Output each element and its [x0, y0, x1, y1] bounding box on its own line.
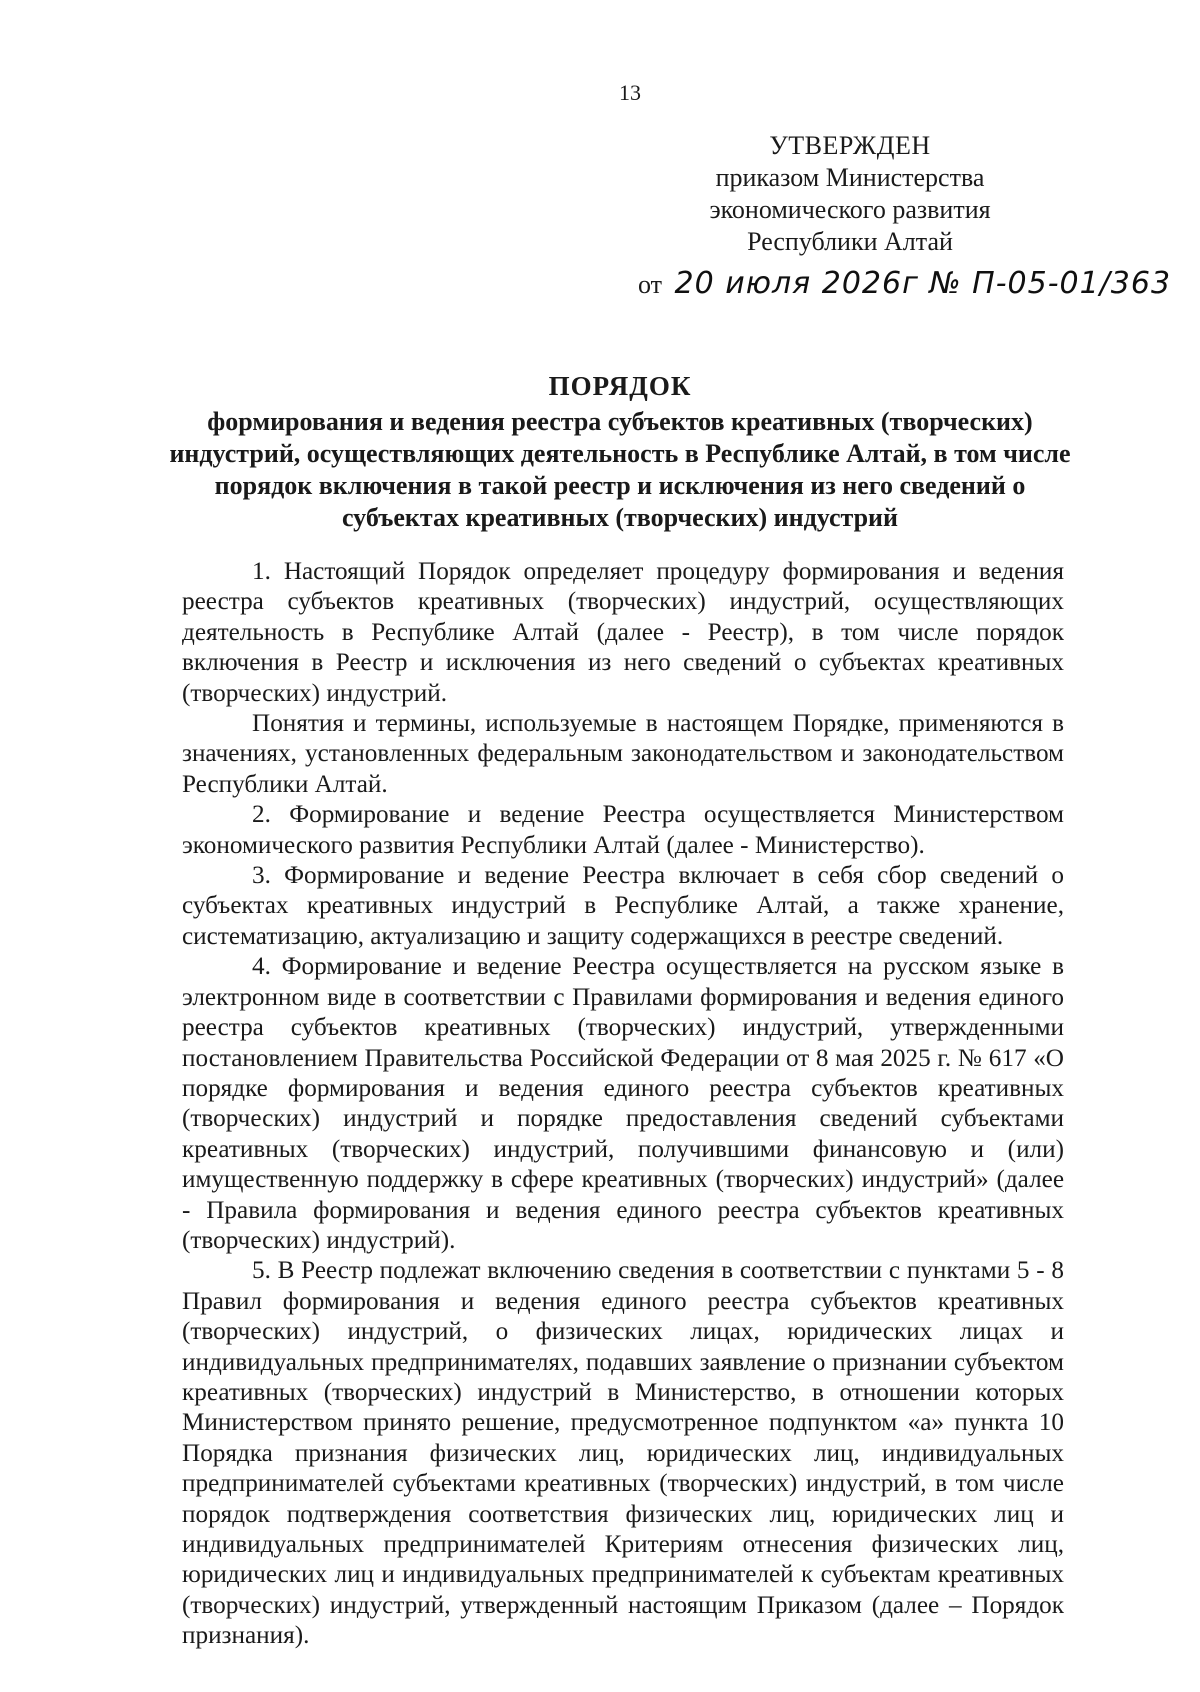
paragraph-3: 3. Формирование и ведение Реестра включает в себя сбор сведений о субъектах креативных индустрий в Республике Алтай, а также хранение, систематизацию, актуализацию и защиту содержащихся в реестре сведений.	[182, 862, 1064, 950]
order-date-line	[638, 266, 1171, 301]
paragraph-5: 5. В Реестр подлежат включению сведения в соответствии с пунктами 5 - 8 Правил формирования и ведения единого реестра субъектов креативных (творческих) индустрий, о физических лицах, юридических лицах и индивидуальных предпринимателях, подавших заявление о признании субъектом креативных (творческих) индустрий в Министерство, в отношении которых Министерством принято решение, предусмотренное подпунктом «а» пункта 10 Порядка признания физических лиц, юридических лиц, индивидуальных предпринимателей субъектами креативных (творческих) индустрий, в том числе порядок подтверждения соответствия физических лиц, юридических лиц и индивидуальных предпринимателей Критериям отнесения физических лиц, юридических лиц и индивидуальных предпринимателей к субъектам креативных (творческих) индустрий, утвержденный настоящим Приказом (далее – Порядок признания).	[182, 1257, 1064, 1650]
paragraph-definitions: Понятия и термины, используемые в настоящем Порядке, применяются в значениях, установленных федеральным законодательством и законодательством Республики Алтай.	[182, 710, 1064, 798]
approval-line-3: Республики Алтай	[747, 227, 953, 256]
paragraph-4: 4. Формирование и ведение Реестра осуществляется на русском языке в электронном виде в соответствии с Правилами формирования и ведения единого реестра субъектов креативных (творческих) индустрий, утвержденными постановлением Правительства Российской Федерации от 8 мая 2025 г. № 617 «О порядке формирования и ведения единого реестра субъектов креативных (творческих) индустрий и порядке предоставления сведений субъектами креативных (творческих) индустрий, получившими финансовую и (или) имущественную поддержку в сфере креативных (творческих) индустрий» (далее - Правила формирования и ведения единого реестра субъектов креативных (творческих) индустрий).	[182, 953, 1064, 1254]
date-prefix: от	[638, 270, 663, 299]
document-body	[182, 557, 1064, 1652]
handwritten-date-number: 20 июля 2026г № П-05-01/363	[674, 266, 1172, 301]
approval-stamp-block	[700, 130, 1000, 258]
document-heading: ПОРЯДОК	[548, 371, 692, 401]
approval-line-2: экономического развития	[709, 195, 991, 224]
approval-title: УТВЕРЖДЕН	[769, 131, 931, 160]
paragraph-1: 1. Настоящий Порядок определяет процедуру формирования и ведения реестра субъектов креативных (творческих) индустрий, осуществляющих деятельность в Республике Алтай (далее - Реестр), в том числе порядок включения в Реестр и исключения из него сведений о субъектах креативных (творческих) индустрий.	[182, 558, 1064, 707]
approval-line-1: приказом Министерства	[715, 163, 985, 192]
document-title	[160, 370, 1080, 534]
document-subtitle: формирования и ведения реестра субъектов креативных (творческих) индустрий, осуществляющих деятельность в Республике Алтай, в том числе порядок включения в такой реестр и исключения из него сведений о субъектах креативных (творческих) индустрий	[169, 407, 1071, 532]
page-number: 13	[619, 80, 641, 105]
paragraph-2: 2. Формирование и ведение Реестра осуществляется Министерством экономического развития Республики Алтай (далее - Министерство).	[182, 801, 1064, 859]
